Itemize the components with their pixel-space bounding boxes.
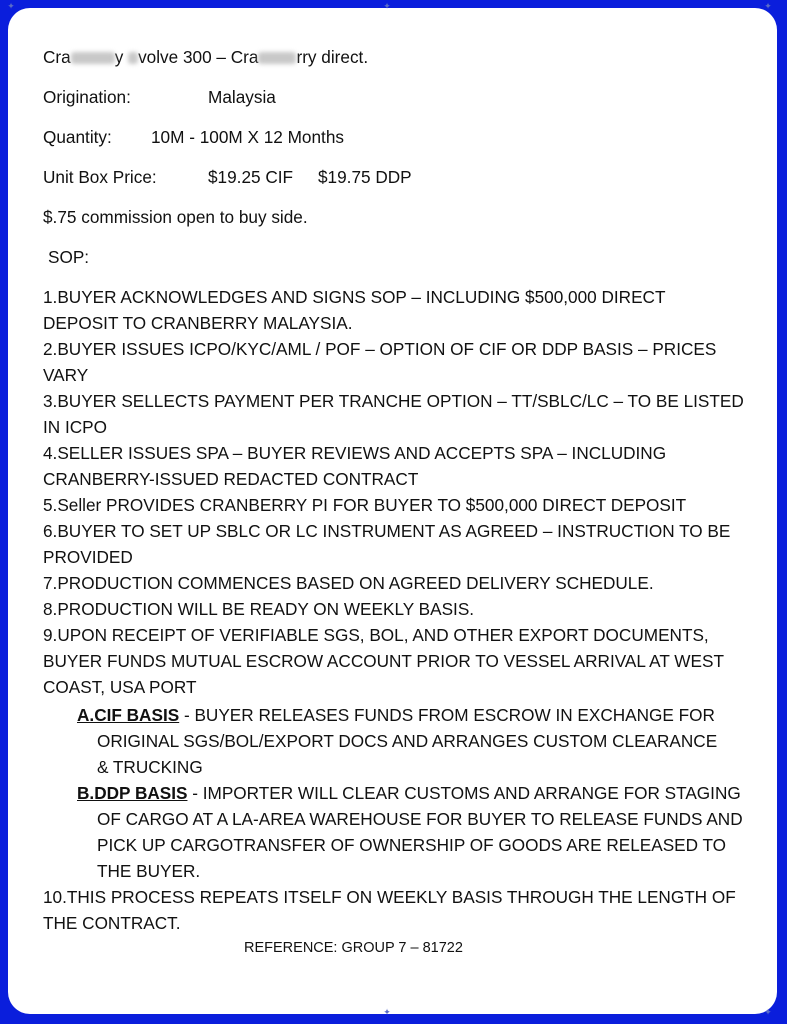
text-line: BUYER FUNDS MUTUAL ESCROW ACCOUNT PRIOR TO VESSEL ARRIVAL AT WEST: [43, 651, 724, 671]
text-line: PICK UP CARGOTRANSFER OF OWNERSHIP OF GOODS ARE RELEASED TO: [97, 835, 727, 855]
text-line: 2.BUYER ISSUES ICPO/KYC/AML / POF – OPTION OF CIF OR DDP BASIS – PRICES: [43, 339, 717, 359]
text-line: 9.UPON RECEIPT OF VERIFIABLE SGS, BOL, AND OTHER EXPORT DOCUMENTS,: [43, 625, 709, 645]
text-line: PROVIDED: [43, 547, 133, 567]
text-line: IN ICPO: [43, 417, 107, 437]
corner-mark-icon: ✦: [7, 1, 15, 11]
corner-mark-icon: ✦: [383, 1, 391, 11]
sub-b-first-line: B.DDP BASIS - IMPORTER WILL CLEAR CUSTOMS AND ARRANGE FOR STAGING: [77, 783, 741, 803]
quantity-line: Quantity: 10M - 100M X 12 Months: [43, 127, 344, 147]
text-line: 5.Seller PROVIDES CRANBERRY PI FOR BUYER TO $500,000 DIRECT DEPOSIT: [43, 495, 687, 515]
text-line: 8.PRODUCTION WILL BE READY ON WEEKLY BASIS.: [43, 599, 475, 619]
text-line: THE CONTRACT.: [43, 913, 181, 933]
sub-a-first-line: A.CIF BASIS - BUYER RELEASES FUNDS FROM ESCROW IN EXCHANGE FOR: [77, 705, 715, 725]
redaction-blur: [128, 52, 138, 64]
text-line: 4.SELLER ISSUES SPA – BUYER REVIEWS AND ACCEPTS SPA – INCLUDING: [43, 443, 667, 463]
text-line: & TRUCKING: [97, 757, 203, 777]
text-line: THE BUYER.: [97, 861, 201, 881]
text-line: ORIGINAL SGS/BOL/EXPORT DOCS AND ARRANGES CUSTOM CLEARANCE: [97, 731, 718, 751]
origination-line: Origination: Malaysia: [43, 87, 276, 107]
text-line: 1.BUYER ACKNOWLEDGES AND SIGNS SOP – INCLUDING $500,000 DIRECT: [43, 287, 666, 307]
text-line: 10.THIS PROCESS REPEATS ITSELF ON WEEKLY BASIS THROUGH THE LENGTH OF: [43, 887, 736, 907]
reference-line: REFERENCE: GROUP 7 – 81722: [244, 940, 463, 956]
text-line: OF CARGO AT A LA-AREA WAREHOUSE FOR BUYER TO RELEASE FUNDS AND: [97, 809, 743, 829]
redaction-blur: [71, 52, 115, 64]
corner-mark-icon: ✦: [383, 1007, 391, 1017]
price-line: Unit Box Price: $19.25 CIF $19.75 DDP: [43, 167, 412, 187]
corner-mark-icon: ✦: [764, 1007, 772, 1017]
text-line: CRANBERRY-ISSUED REDACTED CONTRACT: [43, 469, 419, 489]
corner-mark-icon: ✦: [764, 1, 772, 11]
redaction-blur: [258, 52, 296, 64]
product-line: Cra y volve 300 – Cra rry direct.: [43, 47, 369, 67]
text-line: 6.BUYER TO SET UP SBLC OR LC INSTRUMENT AS AGREED – INSTRUCTION TO BE: [43, 521, 731, 541]
text-line: COAST, USA PORT: [43, 677, 197, 697]
text-line: DEPOSIT TO CRANBERRY MALAYSIA.: [43, 313, 353, 333]
text-line: 7.PRODUCTION COMMENCES BASED ON AGREED DELIVERY SCHEDULE.: [43, 573, 654, 593]
text-line: 3.BUYER SELLECTS PAYMENT PER TRANCHE OPTION – TT/SBLC/LC – TO BE LISTED: [43, 391, 744, 411]
text-line: VARY: [43, 365, 89, 385]
document-page: [7, 1, 777, 1017]
sop-heading: SOP:: [48, 247, 90, 267]
commission-line: $.75 commission open to buy side.: [43, 207, 308, 227]
